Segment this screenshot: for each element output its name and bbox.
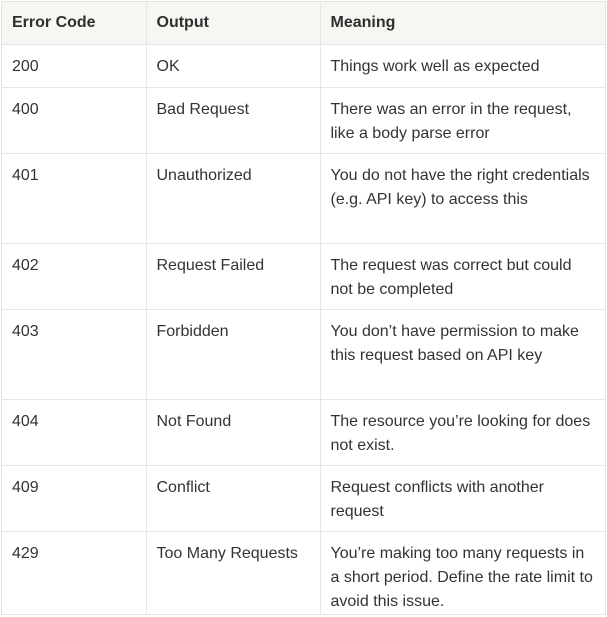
table-row bbox=[2, 309, 605, 399]
cell-error-code: 200 bbox=[2, 44, 146, 87]
cell-error-code: 429 bbox=[2, 531, 146, 615]
cell-error-code: 400 bbox=[2, 87, 146, 153]
cell-output: OK bbox=[146, 44, 320, 87]
header-error-code: Error Code bbox=[2, 2, 146, 44]
cell-meaning: The request was correct but could not be completed bbox=[320, 243, 605, 309]
header-row bbox=[2, 2, 605, 44]
cell-meaning: There was an error in the request, like a body parse error bbox=[320, 87, 605, 153]
cell-meaning: The resource you’re looking for does not exist. bbox=[320, 399, 605, 465]
cell-output: Not Found bbox=[146, 399, 320, 465]
header-meaning: Meaning bbox=[320, 2, 605, 44]
cell-output: Bad Request bbox=[146, 87, 320, 153]
cell-output: Unauthorized bbox=[146, 153, 320, 243]
error-code-table-container bbox=[1, 1, 606, 615]
cell-output: Forbidden bbox=[146, 309, 320, 399]
table-row bbox=[2, 44, 605, 87]
cell-output: Too Many Requests bbox=[146, 531, 320, 615]
table-row bbox=[2, 399, 605, 465]
cell-meaning: You don’t have permission to make this request based on API key bbox=[320, 309, 605, 399]
cell-meaning: You’re making too many requests in a short period. Define the rate limit to avoid this issue. bbox=[330, 544, 593, 610]
cell-error-code: 403 bbox=[2, 309, 146, 399]
table-row bbox=[2, 465, 605, 531]
table-header bbox=[2, 2, 605, 44]
cell-meaning: You do not have the right credentials (e.g. API key) to access this bbox=[320, 153, 605, 243]
table-row bbox=[2, 243, 605, 309]
cell-error-code: 402 bbox=[2, 243, 146, 309]
cell-meaning: Things work well as expected bbox=[320, 44, 605, 87]
cell-error-code: 409 bbox=[2, 465, 146, 531]
table-row bbox=[2, 87, 605, 153]
error-code-table bbox=[2, 2, 605, 615]
header-output: Output bbox=[146, 2, 320, 44]
table-row bbox=[2, 531, 605, 615]
cell-error-code: 401 bbox=[2, 153, 146, 243]
cell-meaning: Request conflicts with another request bbox=[320, 465, 605, 531]
table-row bbox=[2, 153, 605, 243]
cell-output: Conflict bbox=[146, 465, 320, 531]
cell-output: Request Failed bbox=[146, 243, 320, 309]
cell-error-code: 404 bbox=[2, 399, 146, 465]
table-body bbox=[2, 44, 605, 615]
